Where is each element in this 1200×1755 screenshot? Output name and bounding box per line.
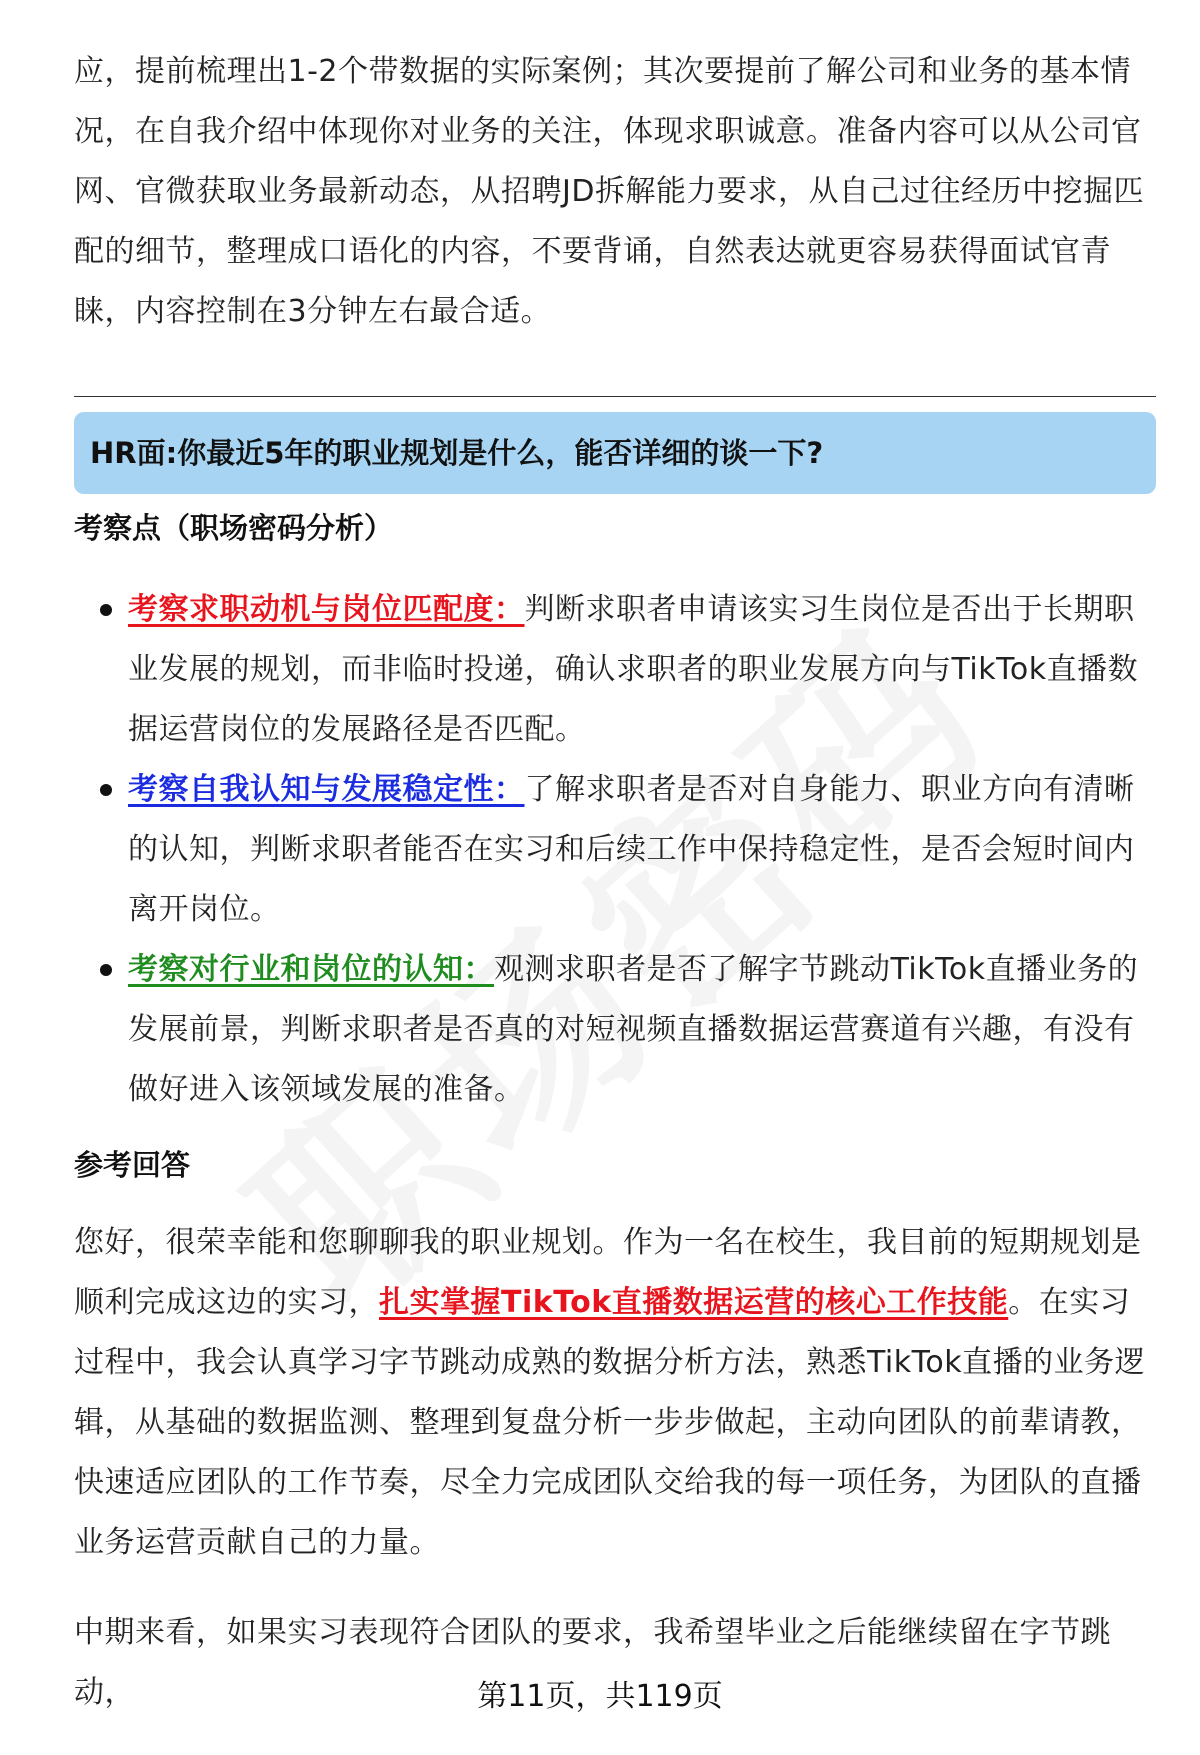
answer-text-part1: 您好，很荣幸能和您聊聊我的职业规划。作为一名在校生，我目前的短期规划是顺利完成这边的实习， bbox=[74, 1225, 1142, 1320]
bullet-label: 考察自我认知与发展稳定性： bbox=[128, 772, 525, 807]
exam-points-heading: 考察点（职场密码分析） bbox=[74, 511, 394, 545]
page-number: 第11页，共119页 bbox=[477, 1679, 723, 1714]
answer-text-part2: 。在实习过程中，我会认真学习字节跳动成熟的数据分析方法，熟悉TikTok直播的业务逻辑，从基础的数据监测、整理到复盘分析一步步做起，主动向团队的前辈请教，快速适应团队的工作节奏，尽全力完成团队交给我的每一项任务，为团队的直播业务运营贡献自己的力量。 bbox=[74, 1285, 1146, 1560]
reference-answer-heading: 参考回答 bbox=[74, 1148, 191, 1182]
bullet-text: 观测求职者是否了解字节跳动TikTok直播业务的发展前景，判断求职者是否真的对短视频直播数据运营赛道有兴趣，有没有做好进入该领域发展的准备。 bbox=[128, 952, 1139, 1107]
list-item bbox=[74, 760, 1156, 940]
bullet-icon bbox=[100, 604, 112, 616]
answer-paragraph-2: 中期来看，如果实习表现符合团队的要求，我希望毕业之后能继续留在字节跳动， bbox=[74, 1615, 1111, 1710]
bullet-text: 判断求职者申请该实习生岗位是否出于长期职业发展的规划，而非临时投递，确认求职者的职业发展方向与TikTok直播数据运营岗位的发展路径是否匹配。 bbox=[128, 592, 1139, 747]
bullet-label: 考察求职动机与岗位匹配度： bbox=[128, 592, 525, 627]
bullet-icon bbox=[100, 964, 112, 976]
answer-highlight: 扎实掌握TikTok直播数据运营的核心工作技能 bbox=[379, 1285, 1009, 1320]
divider bbox=[74, 396, 1156, 397]
bullet-icon bbox=[100, 784, 112, 796]
exam-points-list bbox=[74, 580, 1156, 1120]
bullet-text: 了解求职者是否对自身能力、职业方向有清晰的认知，判断求职者能否在实习和后续工作中保持稳定性，是否会短时间内离开岗位。 bbox=[128, 772, 1135, 927]
question-text: HR面:你最近5年的职业规划是什么，能否详细的谈一下? bbox=[90, 436, 824, 470]
list-item bbox=[74, 940, 1156, 1120]
list-item bbox=[74, 580, 1156, 760]
bullet-label: 考察对行业和岗位的认知： bbox=[128, 952, 494, 987]
answer-paragraph bbox=[74, 1213, 1152, 1573]
intro-paragraph: 应，提前梳理出1-2个带数据的实际案例；其次要提前了解公司和业务的基本情况，在自我介绍中体现你对业务的关注，体现求职诚意。准备内容可以从公司官网、官微获取业务最新动态，从招聘JD拆解能力要求，从自己过往经历中挖掘匹配的细节，整理成口语化的内容，不要背诵，自然表达就更容易获得面试官青睐，内容控制在3分钟左右最合适。 bbox=[74, 54, 1144, 329]
question-banner bbox=[74, 412, 1156, 494]
